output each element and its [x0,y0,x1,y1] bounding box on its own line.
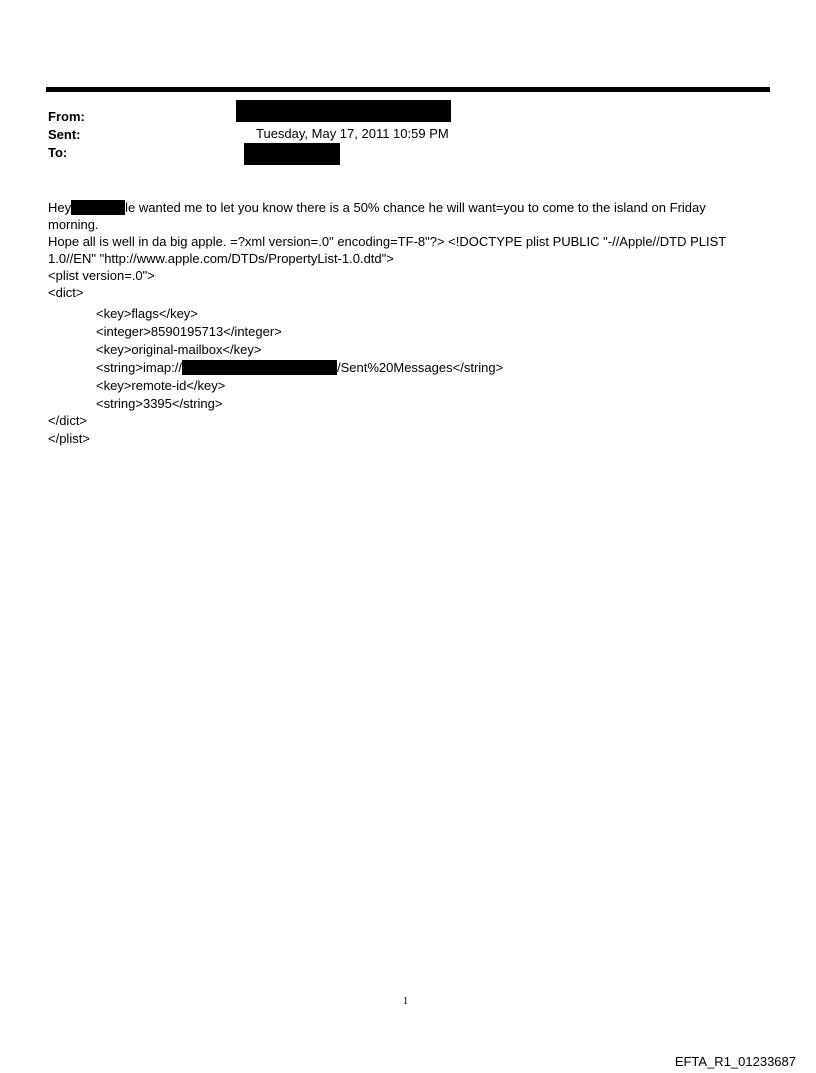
body-line-13: </dict> [48,413,88,428]
mailbox-redaction [182,360,337,375]
page-number: 1 [403,996,408,1007]
body-line-6: <dict> [48,285,84,300]
imap-suffix-text: /Sent%20Messages</string> [337,360,504,375]
body-line-10 [96,359,503,376]
imap-prefix-text: <string>imap:// [96,360,182,375]
body-line-3: Hope all is well in da big apple. =?xml version=.0" encoding=TF-8"?> <!DOCTYPE plist PUBLIC "-//Apple//DTD PLIST [48,234,727,249]
from-label: From: [48,109,85,124]
body-line-7: <key>flags</key> [96,306,198,321]
sent-label: Sent: [48,127,81,142]
name-redaction [71,200,125,215]
greeting-text: Hey [48,200,72,215]
body-line-8: <integer>8590195713</integer> [96,324,282,339]
body-line-11: <key>remote-id</key> [96,378,226,393]
body-line-1 [48,199,706,216]
body-line-4: 1.0//EN" "http://www.apple.com/DTDs/PropertyList-1.0.dtd"> [48,251,394,266]
body-line-12: <string>3395</string> [96,396,223,411]
body-line-5: <plist version=.0"> [48,268,155,283]
body-line-9: <key>original-mailbox</key> [96,342,262,357]
header-rule [46,87,770,92]
from-redaction [236,100,451,122]
body-line-14: </plist> [48,431,90,446]
to-label: To: [48,145,68,160]
body-line-1-text: le wanted me to let you know there is a 50% chance he will want=you to come to the island on Friday [125,200,706,215]
to-redaction [244,143,340,165]
body-line-2: morning. [48,217,99,232]
sent-value: Tuesday, May 17, 2011 10:59 PM [256,126,449,141]
document-id: EFTA_R1_01233687 [674,1054,796,1069]
